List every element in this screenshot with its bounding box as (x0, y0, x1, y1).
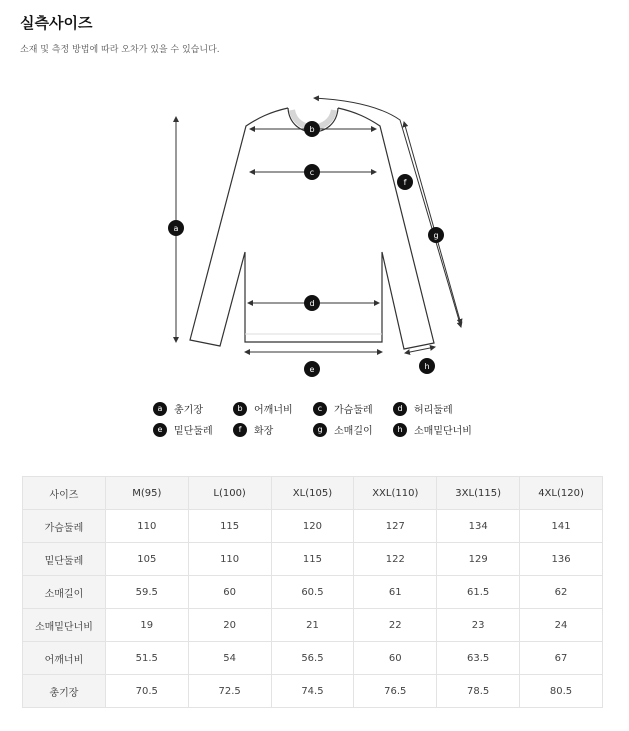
table-cell: 61.5 (437, 576, 520, 609)
legend-badge: a (153, 402, 167, 416)
table-cell: 120 (271, 510, 354, 543)
legend-item-g (313, 422, 393, 437)
marker-g-label: g (433, 231, 439, 240)
table-cell: 80.5 (520, 675, 603, 708)
table-cell: 127 (354, 510, 437, 543)
table-cell: 61 (354, 576, 437, 609)
table-row (23, 642, 603, 675)
legend-badge: h (393, 423, 407, 437)
row-label: 가슴둘레 (23, 510, 106, 543)
table-cell: 67 (520, 642, 603, 675)
table-cell: 76.5 (354, 675, 437, 708)
table-cell: 129 (437, 543, 520, 576)
row-label: 밑단둘레 (23, 543, 106, 576)
marker-f-label: f (403, 178, 407, 187)
table-cell: 24 (520, 609, 603, 642)
column-header: 사이즈 (23, 477, 106, 510)
table-row (23, 675, 603, 708)
marker-c (304, 164, 320, 180)
legend-badge: g (313, 423, 327, 437)
marker-e-label: e (309, 365, 315, 374)
table-cell: 136 (520, 543, 603, 576)
legend-label: 어깨너비 (254, 405, 293, 416)
legend-badge: f (233, 423, 247, 437)
table-cell: 115 (188, 510, 271, 543)
marker-b (304, 121, 320, 137)
table-cell: 60 (188, 576, 271, 609)
table-cell: 60.5 (271, 576, 354, 609)
table-cell: 62 (520, 576, 603, 609)
table-cell: 63.5 (437, 642, 520, 675)
legend-item-b (233, 401, 313, 416)
table-cell: 78.5 (437, 675, 520, 708)
legend-item-c (313, 401, 393, 416)
marker-d (304, 295, 320, 311)
legend-badge: e (153, 423, 167, 437)
legend-label: 허리둘레 (414, 405, 453, 416)
legend-badge: b (233, 402, 247, 416)
legend-item-f (233, 422, 313, 437)
column-header: XXL(110) (354, 477, 437, 510)
table-cell: 59.5 (105, 576, 188, 609)
marker-a (168, 220, 184, 236)
column-header: L(100) (188, 477, 271, 510)
sweater-outline (190, 108, 434, 349)
table-cell: 110 (188, 543, 271, 576)
table-cell: 60 (354, 642, 437, 675)
table-row (23, 543, 603, 576)
table-cell: 122 (354, 543, 437, 576)
table-row (23, 609, 603, 642)
table-cell: 19 (105, 609, 188, 642)
legend-item-d (393, 401, 473, 416)
marker-g (428, 227, 444, 243)
size-table (22, 476, 603, 708)
marker-e (304, 361, 320, 377)
marker-d-label: d (309, 299, 315, 308)
legend-item-e (153, 422, 233, 437)
column-header: 3XL(115) (437, 477, 520, 510)
row-label: 어깨너비 (23, 642, 106, 675)
legend-label: 소매길이 (334, 426, 373, 437)
marker-h (419, 358, 435, 374)
table-cell: 105 (105, 543, 188, 576)
table-cell: 51.5 (105, 642, 188, 675)
table-header-row (23, 477, 603, 510)
table-cell: 70.5 (105, 675, 188, 708)
table-cell: 20 (188, 609, 271, 642)
table-cell: 21 (271, 609, 354, 642)
marker-a-label: a (173, 224, 179, 233)
legend-item-a (153, 401, 233, 416)
marker-f (397, 174, 413, 190)
table-cell: 72.5 (188, 675, 271, 708)
table-cell: 54 (188, 642, 271, 675)
table-row (23, 576, 603, 609)
table-cell: 74.5 (271, 675, 354, 708)
legend-badge: d (393, 402, 407, 416)
page-subtitle: 소재 및 측정 방법에 따라 오차가 있을 수 있습니다. (20, 45, 220, 55)
table-cell: 134 (437, 510, 520, 543)
column-header: XL(105) (271, 477, 354, 510)
marker-h-label: h (424, 362, 430, 371)
column-header: 4XL(120) (520, 477, 603, 510)
table-cell: 22 (354, 609, 437, 642)
legend-row (153, 398, 493, 419)
table-cell: 115 (271, 543, 354, 576)
marker-b-label: b (309, 125, 315, 134)
legend-row (153, 419, 493, 440)
table-row (23, 510, 603, 543)
legend-label: 화장 (254, 426, 274, 437)
marker-c-label: c (309, 168, 315, 177)
page-title: 실측사이즈 (20, 14, 93, 32)
row-label: 소매밑단너비 (23, 609, 106, 642)
legend-label: 총기장 (174, 405, 203, 416)
column-header: M(95) (105, 477, 188, 510)
legend-item-h (393, 422, 473, 437)
table-cell: 141 (520, 510, 603, 543)
legend-badge: c (313, 402, 327, 416)
measurement-legend (153, 398, 493, 440)
legend-label: 가슴둘레 (334, 405, 373, 416)
row-label: 총기장 (23, 675, 106, 708)
table-cell: 56.5 (271, 642, 354, 675)
legend-label: 밑단둘레 (174, 426, 213, 437)
row-label: 소매길이 (23, 576, 106, 609)
table-cell: 23 (437, 609, 520, 642)
legend-label: 소매밑단너비 (414, 426, 472, 437)
table-cell: 110 (105, 510, 188, 543)
